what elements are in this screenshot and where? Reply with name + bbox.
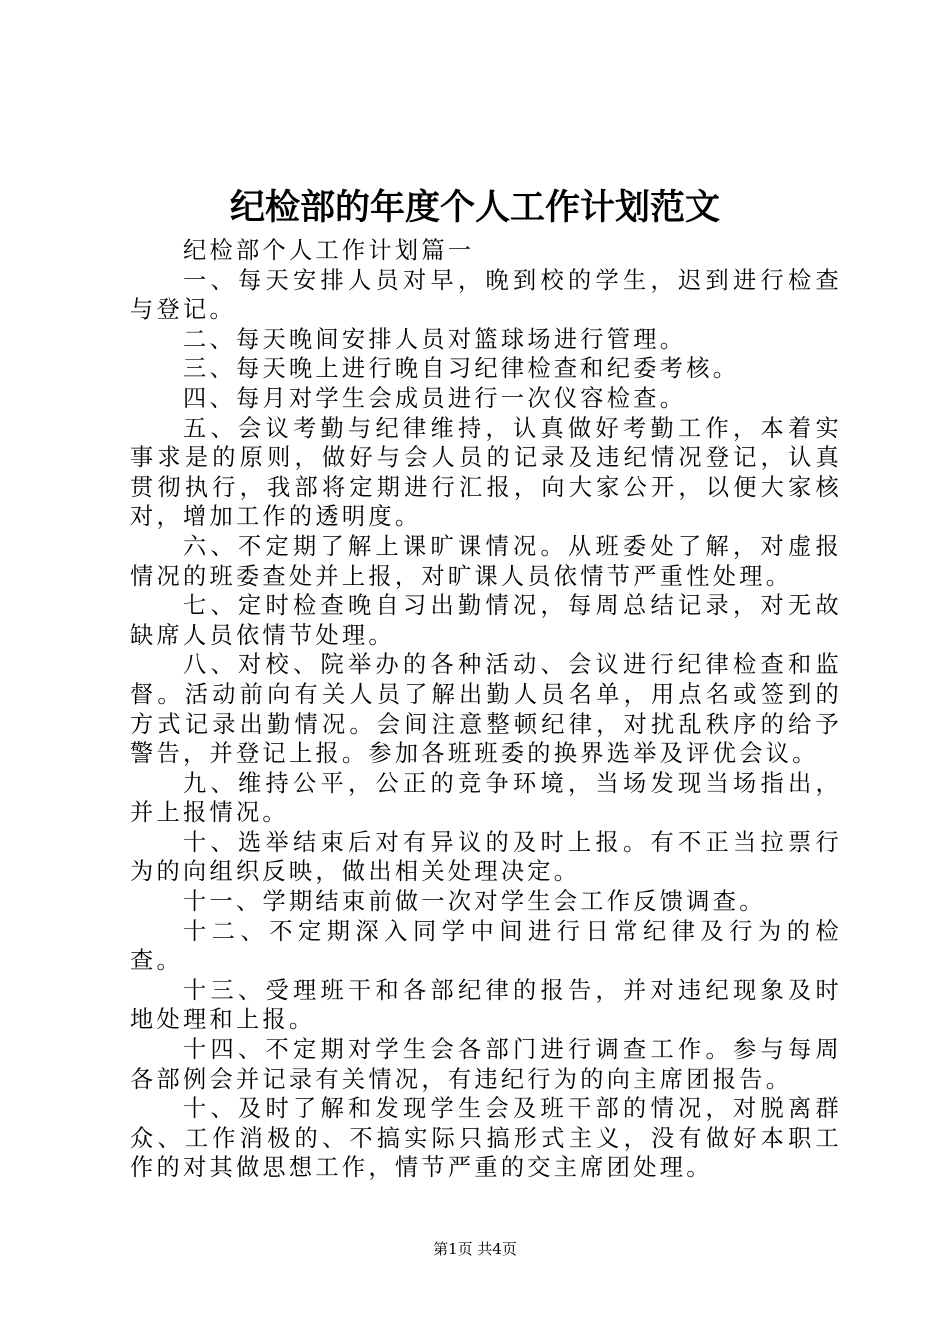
page-footer: 第1页 共4页 [433, 1240, 517, 1258]
paragraph: 十二、不定期深入同学中间进行日常纪律及行为的检查。 [130, 917, 842, 975]
paragraph: 十一、学期结束前做一次对学生会工作反馈调查。 [183, 888, 766, 916]
document-body [130, 236, 842, 1183]
paragraph: 纪检部个人工作计划篇一 [183, 237, 475, 264]
paragraph: 三、每天晚上进行晚自习纪律检查和纪委考核。 [183, 355, 740, 383]
paragraph: 二、每天晚间安排人员对篮球场进行管理。 [183, 325, 687, 353]
paragraph: 七、定时检查晚自习出勤情况，每周总结记录，对无故缺席人员依情节处理。 [130, 592, 842, 649]
paragraph: 六、不定期了解上课旷课情况。从班委处了解，对虚报情况的班委查处并上报，对旷课人员依情节严重性处理。 [130, 532, 842, 590]
paragraph: 一、每天安排人员对早，晚到校的学生，迟到进行检查与登记。 [130, 266, 842, 324]
paragraph: 四、每月对学生会成员进行一次仪容检查。 [183, 384, 687, 412]
paragraph: 八、对校、院举办的各种活动、会议进行纪律检查和监督。活动前向有关人员了解出勤人员名单，用点名或签到的方式记录出勤情况。会间注意整顿纪律，对扰乱秩序的给予警告，并登记上报。参加各班班委的换界选举及评优会议。 [130, 651, 842, 768]
paragraph: 十、及时了解和发现学生会及班干部的情况，对脱离群众、工作消极的、不搞实际只搞形式主义，没有做好本职工作的对其做思想工作，情节严重的交主席团处理。 [130, 1095, 842, 1182]
paragraph: 九、维持公平，公正的竞争环境，当场发现当场指出，并上报情况。 [130, 769, 842, 827]
paragraph: 十、选举结束后对有异议的及时上报。有不正当拉票行为的向组织反映，做出相关处理决定。 [130, 828, 842, 886]
paragraph: 十三、受理班干和各部纪律的报告，并对违纪现象及时地处理和上报。 [130, 976, 842, 1034]
document-title: 纪检部的年度个人工作计划范文 [229, 188, 720, 228]
paragraph: 十四、不定期对学生会各部门进行调查工作。参与每周各部例会并记录有关情况，有违纪行为的向主席团报告。 [130, 1036, 842, 1093]
paragraph: 五、会议考勤与纪律维持，认真做好考勤工作，本着实事求是的原则，做好与会人员的记录及违纪情况登记，认真贯彻执行，我部将定期进行汇报，向大家公开，以便大家核对，增加工作的透明度。 [130, 414, 842, 531]
